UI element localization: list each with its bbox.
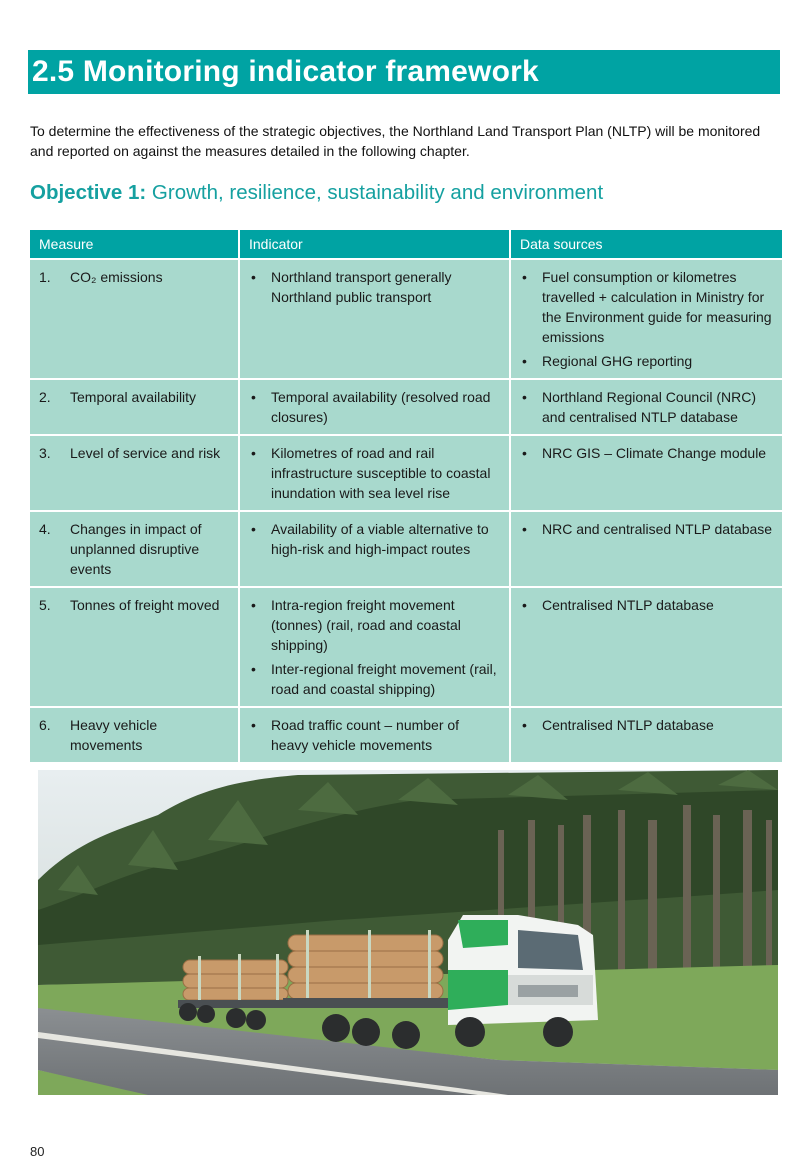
indicator-cell-list: [249, 267, 500, 307]
data-source-item: • Fuel consumption or kilometres travelled + calculation in Ministry for the Environment guide for measuring emissions: [520, 267, 773, 347]
measure-number: 1.: [39, 269, 51, 285]
data-sources-cell: [510, 435, 782, 511]
indicator-cell: [239, 511, 510, 587]
objective-label: Objective 1:: [30, 181, 147, 204]
indicator-item: • Availability of a viable alternative to high-risk and high-impact routes: [249, 519, 500, 559]
measure-cell: [30, 379, 239, 435]
data-source-item: • NRC GIS – Climate Change module: [520, 443, 773, 463]
indicator-cell: [239, 587, 510, 707]
indicator-item: • Temporal availability (resolved road closures): [249, 387, 500, 427]
indicator-cell-list: [249, 715, 500, 755]
header-measure: Measure: [30, 230, 239, 259]
intro-paragraph: To determine the effectiveness of the strategic objectives, the Northland Land Transport Plan (NLTP) will be monitored and reported on against the measures detailed in the following chapter.: [30, 123, 761, 159]
table-row: [30, 587, 782, 707]
indicator-item: • Road traffic count – number of heavy vehicle movements: [249, 715, 500, 755]
measure-number: 2.: [39, 389, 51, 405]
measure-cell: [30, 435, 239, 511]
measure-name: Changes in impact of unplanned disruptive events: [70, 521, 202, 577]
section-heading-bar: [28, 50, 780, 94]
indicator-cell-list: [249, 387, 500, 427]
indicator-item: • Kilometres of road and rail infrastructure susceptible to coastal inundation with sea level rise: [249, 443, 500, 503]
measure-name: Temporal availability: [70, 389, 197, 405]
measure-name: Heavy vehicle movements: [70, 717, 158, 753]
indicator-cell: [239, 379, 510, 435]
indicator-item: • Inter-regional freight movement (rail, road and coastal shipping): [249, 659, 500, 699]
data-sources-cell-list: [520, 443, 773, 463]
page-title: 2.5 Monitoring indicator framework: [32, 55, 539, 88]
data-sources-cell: [510, 707, 782, 762]
table-row: [30, 707, 782, 762]
indicator-cell: [239, 259, 510, 379]
objective-title: Growth, resilience, sustainability and environment: [151, 181, 604, 204]
indicator-item: • Northland transport generally Northland public transport: [249, 267, 500, 307]
data-source-item: • Centralised NTLP database: [520, 715, 773, 735]
table-header-row: [30, 230, 782, 259]
measure-number: 5.: [39, 597, 51, 613]
measure-name: Tonnes of freight moved: [70, 597, 220, 613]
header-data-sources: Data sources: [510, 230, 782, 259]
indicator-cell-list: [249, 443, 500, 503]
measure-number: 4.: [39, 521, 51, 537]
measure-cell: [30, 707, 239, 762]
indicator-cell-list: [249, 519, 500, 559]
indicator-cell-list: [249, 595, 500, 699]
data-sources-cell: [510, 379, 782, 435]
measure-cell: [30, 587, 239, 707]
data-source-item: • Regional GHG reporting: [520, 351, 773, 371]
data-source-item: • Centralised NTLP database: [520, 595, 773, 615]
measure-number: 6.: [39, 717, 51, 733]
table-row: [30, 511, 782, 587]
measure-number: 3.: [39, 445, 51, 461]
data-sources-cell-list: [520, 267, 773, 371]
indicator-cell: [239, 435, 510, 511]
measure-cell: [30, 259, 239, 379]
measure-cell: [30, 511, 239, 587]
data-sources-cell: [510, 511, 782, 587]
data-sources-cell-list: [520, 715, 773, 735]
table-row: [30, 435, 782, 511]
page-number: 80: [30, 1144, 45, 1159]
indicator-item: • Intra-region freight movement (tonnes) (rail, road and coastal shipping): [249, 595, 500, 655]
data-source-item: • Northland Regional Council (NRC) and centralised NTLP database: [520, 387, 773, 427]
data-sources-cell-list: [520, 387, 773, 427]
data-sources-cell: [510, 259, 782, 379]
indicator-cell: [239, 707, 510, 762]
objective-heading: [30, 181, 603, 205]
table-row: [30, 259, 782, 379]
header-indicator: Indicator: [239, 230, 510, 259]
monitoring-table: [30, 230, 782, 762]
measure-name: Level of service and risk: [70, 445, 221, 461]
data-sources-cell-list: [520, 519, 773, 539]
data-sources-cell: [510, 587, 782, 707]
data-sources-cell-list: [520, 595, 773, 615]
data-source-item: • NRC and centralised NTLP database: [520, 519, 773, 539]
measure-name: CO₂ emissions: [70, 269, 163, 285]
logging-truck-photo: [38, 770, 778, 1095]
table-row: [30, 379, 782, 435]
